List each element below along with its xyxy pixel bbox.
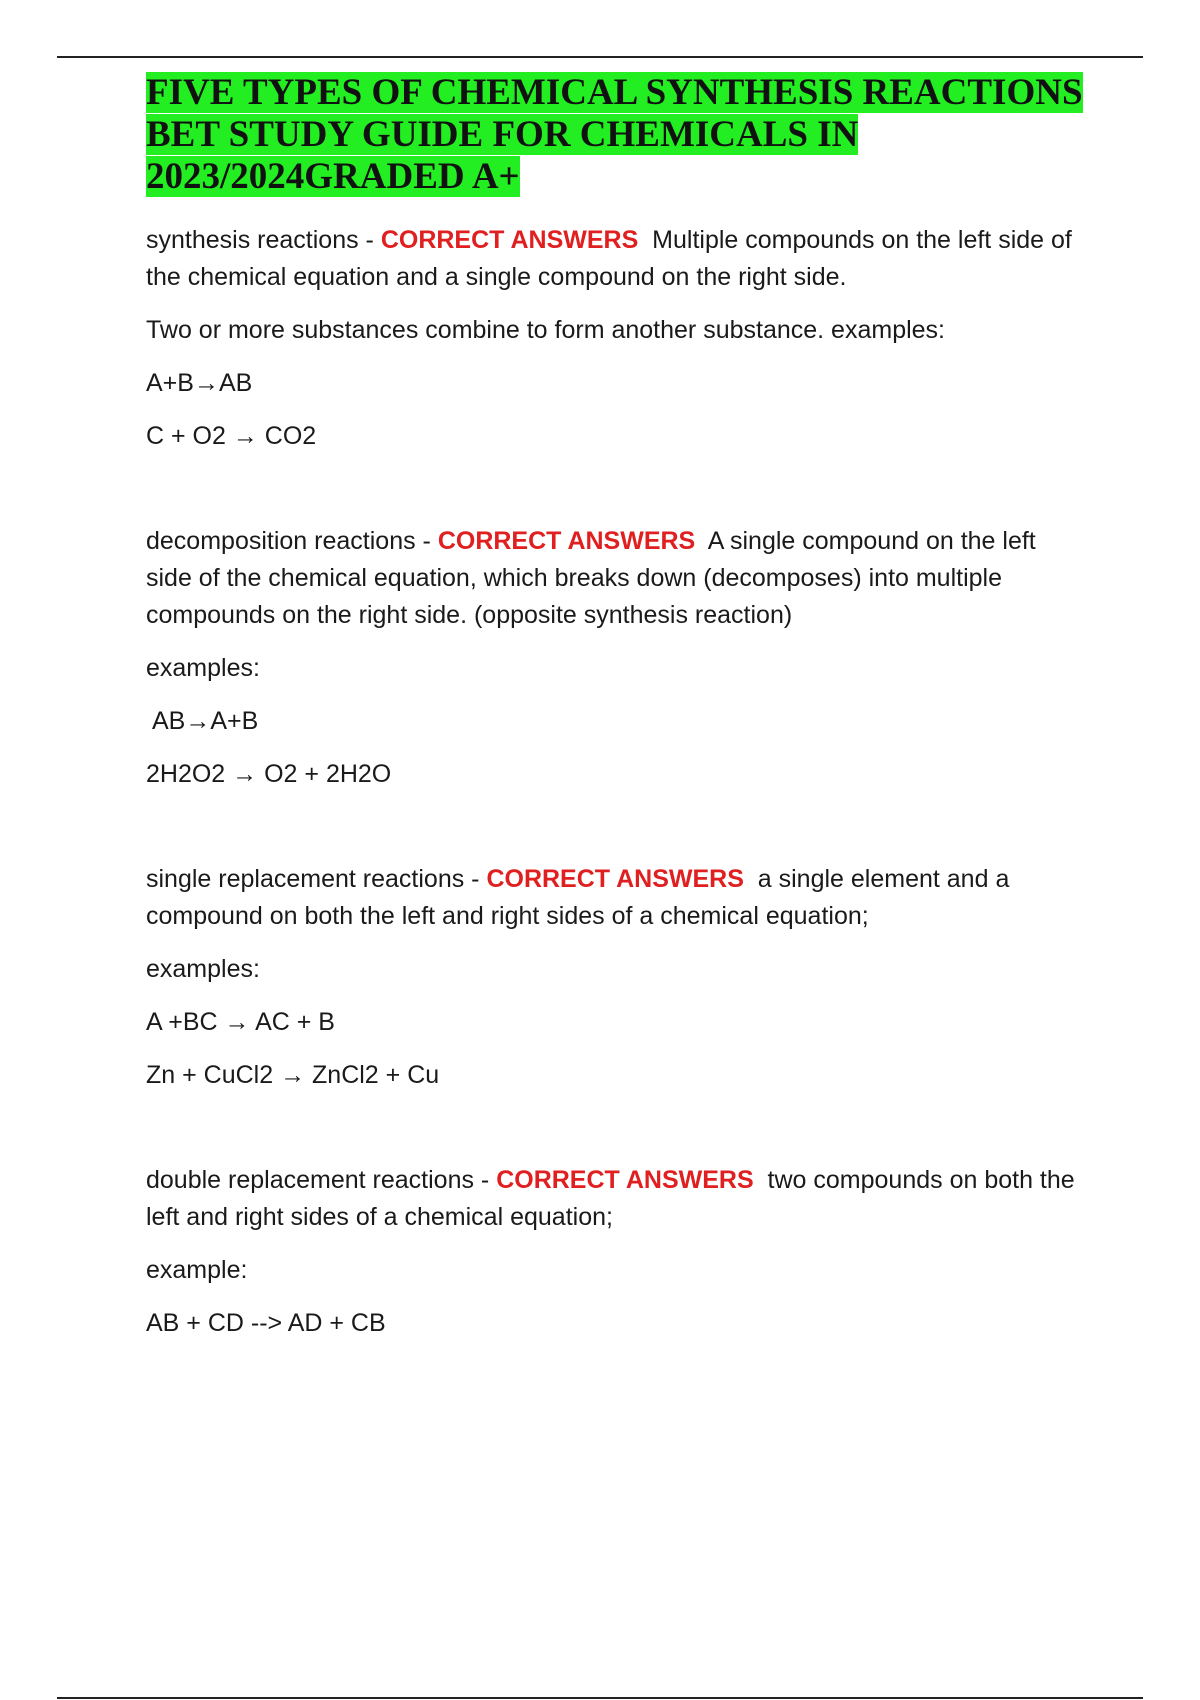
example-equation: AB→A+B [152,707,259,735]
synthesis-section [146,222,1086,455]
definition-text: A single compound on the left side of the chemical equation, which breaks down (decomposes) into multiple compounds on the right side. (opposite synthesis reaction) [146,527,1036,629]
decomposition-section [146,523,1086,793]
correct-answers-tag: CORRECT ANSWERS [437,527,696,555]
single-replacement-definition [146,861,1086,935]
synthesis-definition [146,222,1086,296]
example-equation: A +BC → AC + B [146,1008,335,1036]
synthesis-extra: Two or more substances combine to form another substance. examples: [146,316,945,344]
example-equation: C + O2 → CO2 [146,422,317,450]
term-label: synthesis reactions - [146,226,381,254]
term-label: single replacement reactions - [146,865,487,893]
definition-text: two compounds on both the left and right sides of a chemical equation; [146,1166,1075,1231]
bottom-rule [57,1697,1143,1699]
title-line: 2023/2024GRADED A+ [146,156,520,197]
definition-text: a single element and a compound on both the left and right sides of a chemical equation; [146,865,1010,930]
term-label: decomposition reactions - [146,527,438,555]
example-equation: A+B→AB [146,369,253,397]
decomposition-definition [146,523,1086,634]
correct-answers-tag: CORRECT ANSWERS [496,1166,754,1194]
correct-answers-tag: CORRECT ANSWERS [486,865,744,893]
example-equation: AB + CD --> AD + CB [146,1309,386,1337]
term-label: double replacement reactions - [146,1166,497,1194]
top-rule [57,56,1143,58]
document-body [146,72,1086,1342]
examples-label: examples: [146,955,260,983]
examples-label: examples: [146,654,260,682]
example-equation: Zn + CuCl2 → ZnCl2 + Cu [146,1061,440,1089]
title-line: FIVE TYPES OF CHEMICAL SYNTHESIS REACTIONS [146,72,1083,113]
definition-text: Multiple compounds on the left side of the chemical equation and a single compound on the right side. [146,226,1072,291]
title-line: BET STUDY GUIDE FOR CHEMICALS IN [146,114,859,155]
correct-answers-tag: CORRECT ANSWERS [380,226,639,254]
example-equation: 2H2O2 → O2 + 2H2O [146,760,392,788]
examples-label: example: [146,1256,248,1284]
document-title [146,72,1086,198]
single-replacement-section [146,861,1086,1094]
double-replacement-section [146,1162,1086,1342]
double-replacement-definition [146,1162,1086,1236]
